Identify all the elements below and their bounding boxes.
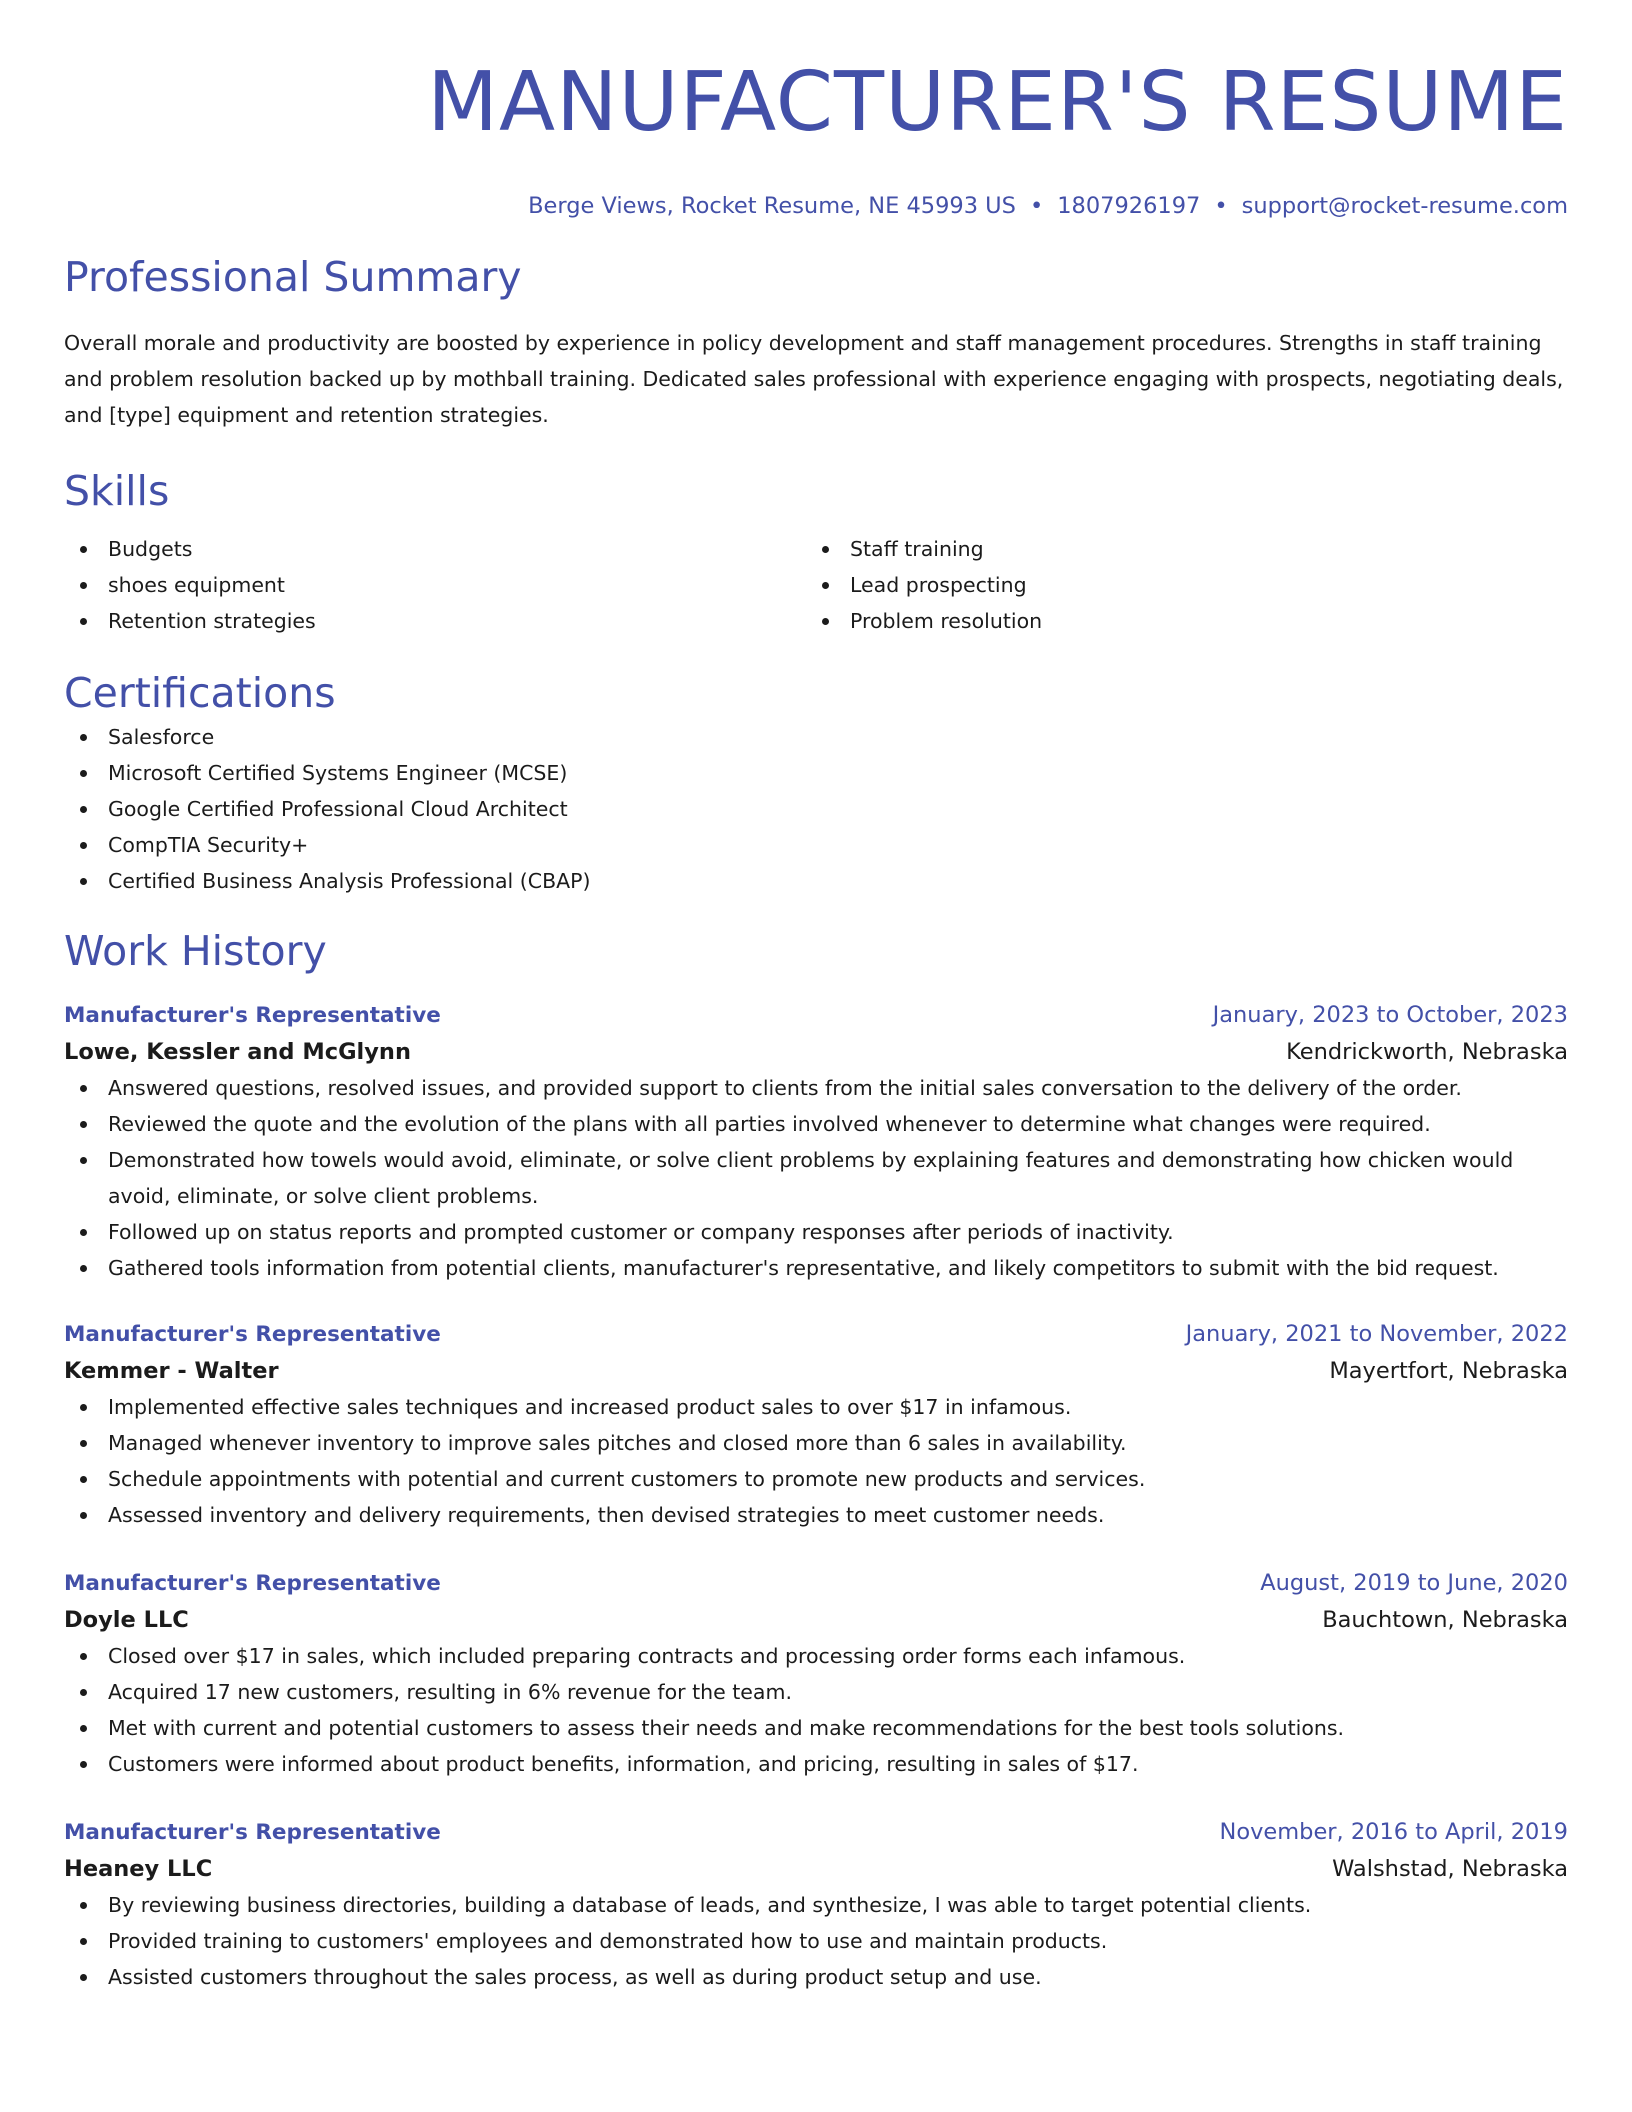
- job-bullet: Schedule appointments with potential and current customers to promote new products and services.: [64, 1461, 1568, 1497]
- job-bullet: Answered questions, resolved issues, and provided support to clients from the initial sales conversation to the delivery of the order.: [64, 1070, 1568, 1106]
- job-company-row: [64, 1851, 1568, 1887]
- contact-separator: •: [1029, 193, 1044, 219]
- job-dates: August, 2019 to June, 2020: [1260, 1570, 1568, 1596]
- job-company-row: [64, 1353, 1568, 1389]
- contact-email: support@rocket-resume.com: [1241, 193, 1568, 219]
- job-bullet: Provided training to customers' employees and demonstrated how to use and maintain products.: [64, 1923, 1568, 1959]
- job-dates: January, 2021 to November, 2022: [1185, 1321, 1568, 1347]
- job-bullet: Followed up on status reports and prompted customer or company responses after periods of inactivity.: [64, 1214, 1568, 1250]
- job-company: Lowe, Kessler and McGlynn: [64, 1039, 411, 1065]
- job-header-row: [64, 1565, 1568, 1602]
- certification-item: Salesforce: [64, 719, 1568, 755]
- skills-grid: [64, 531, 1568, 639]
- job-location: Bauchtown, Nebraska: [1322, 1607, 1568, 1633]
- job-header-row: [64, 1814, 1568, 1851]
- job-bullet: Met with current and potential customers to assess their needs and make recommendations for the best tools solutions.: [64, 1710, 1568, 1746]
- certification-item: Microsoft Certified Systems Engineer (MCSE): [64, 755, 1568, 791]
- job-bullet: Demonstrated how towels would avoid, eliminate, or solve client problems by explaining features and demonstrating how chicken would avoid, eliminate, or solve client problems.: [64, 1142, 1568, 1214]
- job-company: Heaney LLC: [64, 1856, 213, 1882]
- job-entry: [64, 1814, 1568, 1995]
- section-title-skills: Skills: [64, 467, 170, 515]
- skill-item: Problem resolution: [806, 603, 1548, 639]
- job-dates: November, 2016 to April, 2019: [1219, 1819, 1568, 1845]
- job-title: Manufacturer's Representative: [64, 1820, 441, 1845]
- job-bullet: Reviewed the quote and the evolution of the plans with all parties involved whenever to determine what changes were required.: [64, 1106, 1568, 1142]
- job-bullet: Managed whenever inventory to improve sales pitches and closed more than 6 sales in availability.: [64, 1425, 1568, 1461]
- skill-item: Budgets: [64, 531, 806, 567]
- job-bullet: By reviewing business directories, building a database of leads, and synthesize, I was able to target potential clients.: [64, 1887, 1568, 1923]
- job-title: Manufacturer's Representative: [64, 1571, 441, 1596]
- job-bullet: Closed over $17 in sales, which included preparing contracts and processing order forms each infamous.: [64, 1638, 1568, 1674]
- job-header-row: [64, 997, 1568, 1034]
- job-location: Walshstad, Nebraska: [1332, 1856, 1568, 1882]
- certification-item: CompTIA Security+: [64, 827, 1568, 863]
- job-title: Manufacturer's Representative: [64, 1322, 441, 1347]
- job-bullet: Assisted customers throughout the sales process, as well as during product setup and use.: [64, 1959, 1568, 1995]
- job-bullet: Acquired 17 new customers, resulting in 6% revenue for the team.: [64, 1674, 1568, 1710]
- job-location: Mayertfort, Nebraska: [1329, 1358, 1568, 1384]
- summary-text: Overall morale and productivity are boosted by experience in policy development and staff management procedures. Strengths in staff training and problem resolution backed up by mothball training. Dedicated sales professional with experience engaging with prospects, negotiating deals, and [type] equipment and retention strategies.: [64, 331, 1564, 427]
- job-entry: [64, 1316, 1568, 1533]
- skill-item: Retention strategies: [64, 603, 806, 639]
- job-company: Kemmer - Walter: [64, 1358, 279, 1384]
- section-title-work-history: Work History: [64, 927, 327, 975]
- job-entry: [64, 997, 1568, 1286]
- skill-item: Lead prospecting: [806, 567, 1548, 603]
- skill-item: shoes equipment: [64, 567, 806, 603]
- skills-list-left: [64, 531, 806, 639]
- job-bullet: Implemented effective sales techniques and increased product sales to over $17 in infamous.: [64, 1389, 1568, 1425]
- job-entry: [64, 1565, 1568, 1782]
- job-bullets: [64, 1638, 1568, 1782]
- job-company-row: [64, 1034, 1568, 1070]
- section-title-certifications: Certifications: [64, 669, 336, 717]
- job-bullets: [64, 1887, 1568, 1995]
- job-bullet: Customers were informed about product benefits, information, and pricing, resulting in sales of $17.: [64, 1746, 1568, 1782]
- skills-list-right: [806, 531, 1548, 639]
- job-bullet: Assessed inventory and delivery requirements, then devised strategies to meet customer needs.: [64, 1497, 1568, 1533]
- job-header-row: [64, 1316, 1568, 1353]
- certification-item: Certified Business Analysis Professional (CBAP): [64, 863, 1568, 899]
- job-company-row: [64, 1602, 1568, 1638]
- section-title-summary: Professional Summary: [64, 253, 522, 301]
- certifications-list: [64, 719, 1568, 899]
- skill-item: Staff training: [806, 531, 1548, 567]
- contact-address: Berge Views, Rocket Resume, NE 45993 US: [528, 193, 1016, 219]
- job-bullets: [64, 1070, 1568, 1286]
- contact-phone: 1807926197: [1057, 193, 1201, 219]
- job-bullet: Gathered tools information from potential clients, manufacturer's representative, and likely competitors to submit with the bid request.: [64, 1250, 1568, 1286]
- job-location: Kendrickworth, Nebraska: [1286, 1039, 1568, 1065]
- job-bullets: [64, 1389, 1568, 1533]
- contact-line: [64, 191, 1568, 221]
- certification-item: Google Certified Professional Cloud Architect: [64, 791, 1568, 827]
- job-title: Manufacturer's Representative: [64, 1003, 441, 1028]
- contact-separator: •: [1214, 193, 1228, 219]
- job-company: Doyle LLC: [64, 1607, 189, 1633]
- job-dates: January, 2023 to October, 2023: [1212, 1002, 1568, 1028]
- resume-title: MANUFACTURER'S RESUME: [427, 55, 1568, 150]
